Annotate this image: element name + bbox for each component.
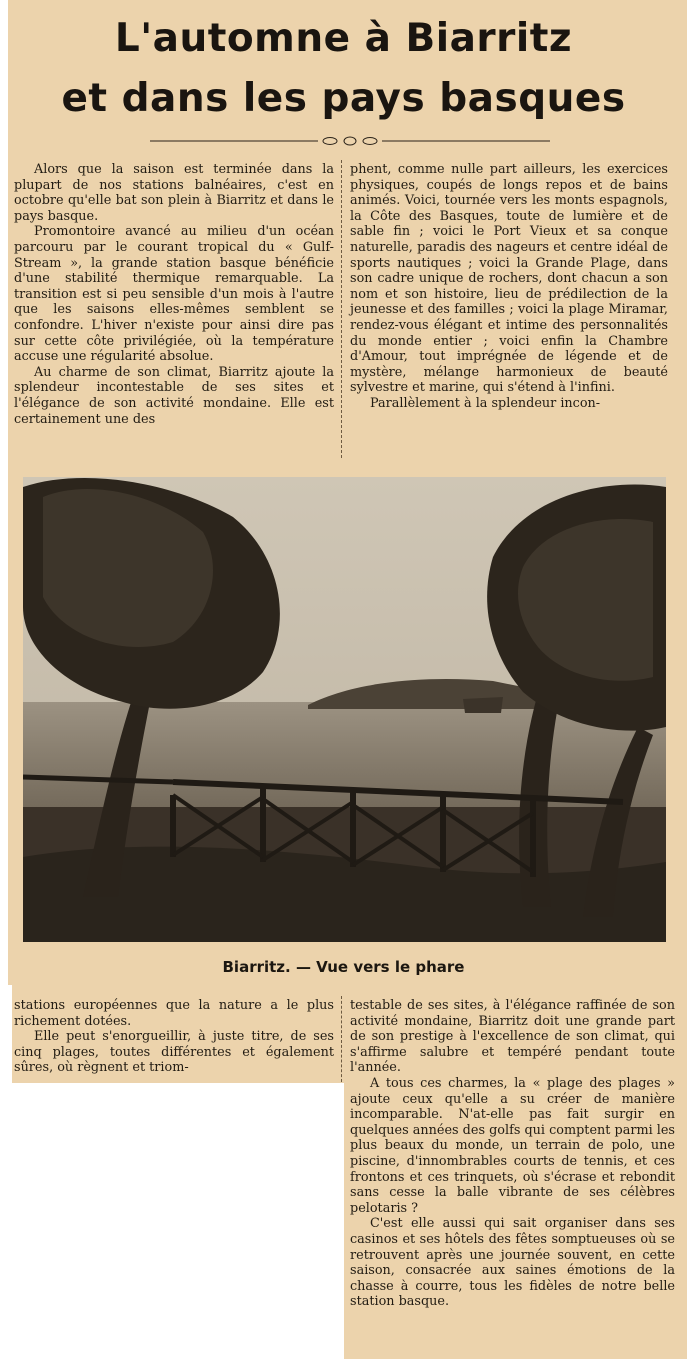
paragraph: stations européennes que la nature a le plus richement dotées. [14,998,334,1029]
paragraph: Elle peut s'enorgueillir, à juste titre, de ses cinq plages, toutes différentes et également sûres, où règnent et triom- [14,1029,334,1076]
column-rule-top [341,160,342,458]
paragraph: C'est elle aussi qui sait organiser dans ses casinos et ses hôtels des fêtes somptueuses où se retrouvent après une journée souvent, en cette saison, consacrée aux saines émotions de la chasse à courre, tous les fidèles de notre belle station basque. [350,1216,675,1310]
headline-line-2: et dans les pays basques [61,76,626,121]
column-rule-bottom [341,996,342,1082]
ornament-divider [150,134,550,148]
paragraph: phent, comme nulle part ailleurs, les exercices physiques, coupés de longs repos et de bains animés. Voici, tournée vers les monts espagnols, la Côte des Basques, toute de lumière et de sable fin ; voici le Port Vieux et sa conque naturelle, paradis des nageurs et centre idéal de sports nautiques ; voici la Grande Plage, dans son cadre unique de rochers, dont chacun a son nom et son histoire, lieu de prédilection de la jeunesse et des familles ; voici la plage Miramar, rendez-vous élégant et intime des personnalités du monde entier ; voici enfin la Chambre d'Amour, tout imprégnée de légende et de mystère, mélange harmonieux de beauté sylvestre et marine, qui s'étend à l'infini. [350,162,668,396]
lighthouse-view-photo [23,477,666,942]
paragraph: testable de ses sites, à l'élégance raffinée de son activité mondaine, Biarritz doit une grande part de son prestige à l'excellence de son climat, qui s'affirme salubre et tempéré pendant toute l'année. [350,998,675,1076]
photo-caption: Biarritz. — Vue vers le phare [222,958,465,976]
article-column-3 [14,998,334,1076]
article-column-1 [14,162,334,427]
paragraph: Parallèlement à la splendeur incon- [370,395,601,411]
paragraph: Au charme de son climat, Biarritz ajoute la splendeur incontestable de ses sites et l'élégance de son activité mondaine. Elle est certainement une des [14,364,334,427]
paragraph: A tous ces charmes, la « plage des plages » ajoute ceux qu'elle a su créer de manière incomparable. N'at-elle pas fait surgir en quelques années des golfs qui comptent parmi les plus beaux du monde, un terrain de polo, une piscine, d'innombrables courts de tennis, et ces frontons et ces trinquets, où s'écrase et rebondit sans cesse la balle vibrante de ses célèbres pelotaris ? [350,1075,675,1216]
article-column-4 [350,998,675,1310]
paragraph: Alors que la saison est terminée dans la plupart de nos stations balnéaires, c'est en octobre qu'elle bat son plein à Biarritz et dans le pays basque. [14,162,334,224]
article-column-2 [350,162,668,412]
headline-line-1: L'automne à Biarritz [114,16,573,61]
paragraph: Promontoire avancé au milieu d'un océan parcouru par le courant tropical du « Gulf-Stream », la grande station basque bénéficie d'une stabilité thermique remarquable. La transition est si peu sensible d'un mois à l'autre que les saisons elles-mêmes semblent se confondre. L'hiver n'existe pour ainsi dire pas sur cette côte privilégiée, où la température accuse une régularité absolue. [14,224,334,365]
